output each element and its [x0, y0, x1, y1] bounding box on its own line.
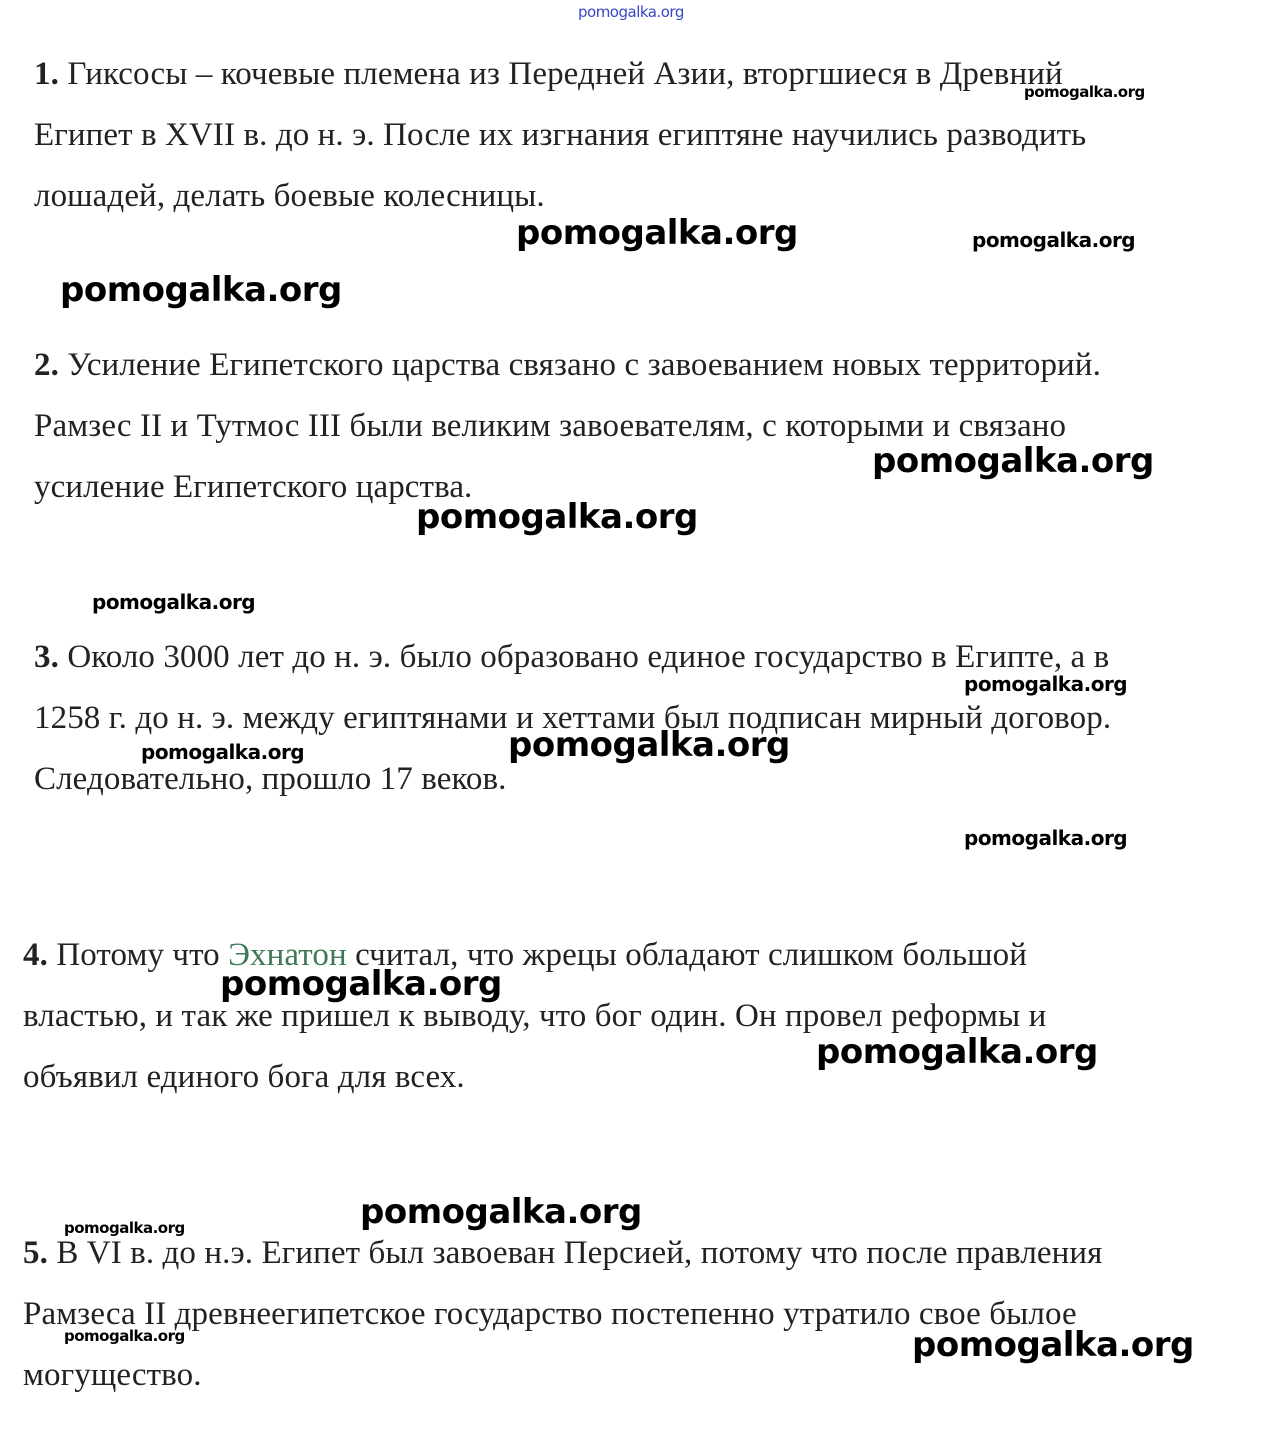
answer-3-number: 3.	[34, 639, 59, 675]
answer-4-line-1: 4. Потому что Эхнатон считал, что жрецы обладают слишком большой	[23, 937, 1028, 973]
answer-2-line-1: 2. Усиление Египетского царства связано с завоеванием новых территорий.	[34, 347, 1101, 383]
watermark: pomogalka.org	[816, 1032, 1098, 1072]
watermark: pomogalka.org	[64, 1219, 185, 1237]
watermark: pomogalka.org	[516, 213, 798, 253]
answer-2	[34, 335, 1101, 518]
answer-3-line-2: 1258 г. до н. э. между египтянами и хеттами был подписан мирный договор.	[34, 700, 1112, 736]
watermark: pomogalka.org	[912, 1325, 1194, 1365]
akhenaten-highlight: Эхнатон	[228, 937, 347, 973]
answer-4-line-2: властью, и так же пришел к выводу, что бог один. Он провел реформы и	[23, 998, 1047, 1034]
watermark: pomogalka.org	[872, 441, 1154, 481]
answer-2-number: 2.	[34, 347, 59, 383]
answer-3-line-3: Следовательно, прошло 17 веков.	[34, 761, 507, 797]
watermark: pomogalka.org	[508, 725, 790, 765]
answer-5-line-3: могущество.	[23, 1357, 202, 1393]
answer-1	[34, 44, 1086, 227]
answer-3-line-1: 3. Около 3000 лет до н. э. было образовано единое государство в Египте, а в	[34, 639, 1110, 675]
answer-4-line-3: объявил единого бога для всех.	[23, 1059, 465, 1095]
watermark: pomogalka.org	[972, 228, 1136, 252]
answer-1-line-3: лошадей, делать боевые колесницы.	[34, 178, 545, 214]
answer-1-line-1: 1. Гиксосы – кочевые племена из Передней Азии, вторгшиеся в Древний	[34, 56, 1063, 92]
watermark: pomogalka.org	[64, 1327, 185, 1345]
watermark: pomogalka.org	[141, 740, 305, 764]
watermark: pomogalka.org	[220, 964, 502, 1004]
answer-5	[23, 1223, 1102, 1406]
answer-4	[23, 925, 1046, 1108]
answer-5-line-1: 5. В VI в. до н.э. Египет был завоеван Персией, потому что после правления	[23, 1235, 1103, 1271]
watermark: pomogalka.org	[60, 270, 342, 310]
watermark: pomogalka.org	[360, 1192, 642, 1232]
watermark: pomogalka.org	[1024, 83, 1145, 101]
watermark: pomogalka.org	[92, 590, 256, 614]
watermark: pomogalka.org	[416, 497, 698, 537]
answer-1-line-2: Египет в XVII в. до н. э. После их изгнания египтяне научились разводить	[34, 117, 1087, 153]
watermark-top: pomogalka.org	[578, 3, 684, 21]
watermark: pomogalka.org	[964, 672, 1128, 696]
answer-3	[34, 627, 1111, 810]
answer-1-number: 1.	[34, 56, 59, 92]
watermark: pomogalka.org	[964, 826, 1128, 850]
answer-2-line-2: Рамзес II и Тутмос III были великим завоевателям, с которыми и связано	[34, 408, 1067, 444]
answer-2-line-3: усиление Египетского царства.	[34, 469, 473, 505]
answer-4-number: 4.	[23, 937, 48, 973]
answer-5-number: 5.	[23, 1235, 48, 1271]
answer-5-line-2: Рамзеса II древнеегипетское государство постепенно утратило свое былое	[23, 1296, 1077, 1332]
